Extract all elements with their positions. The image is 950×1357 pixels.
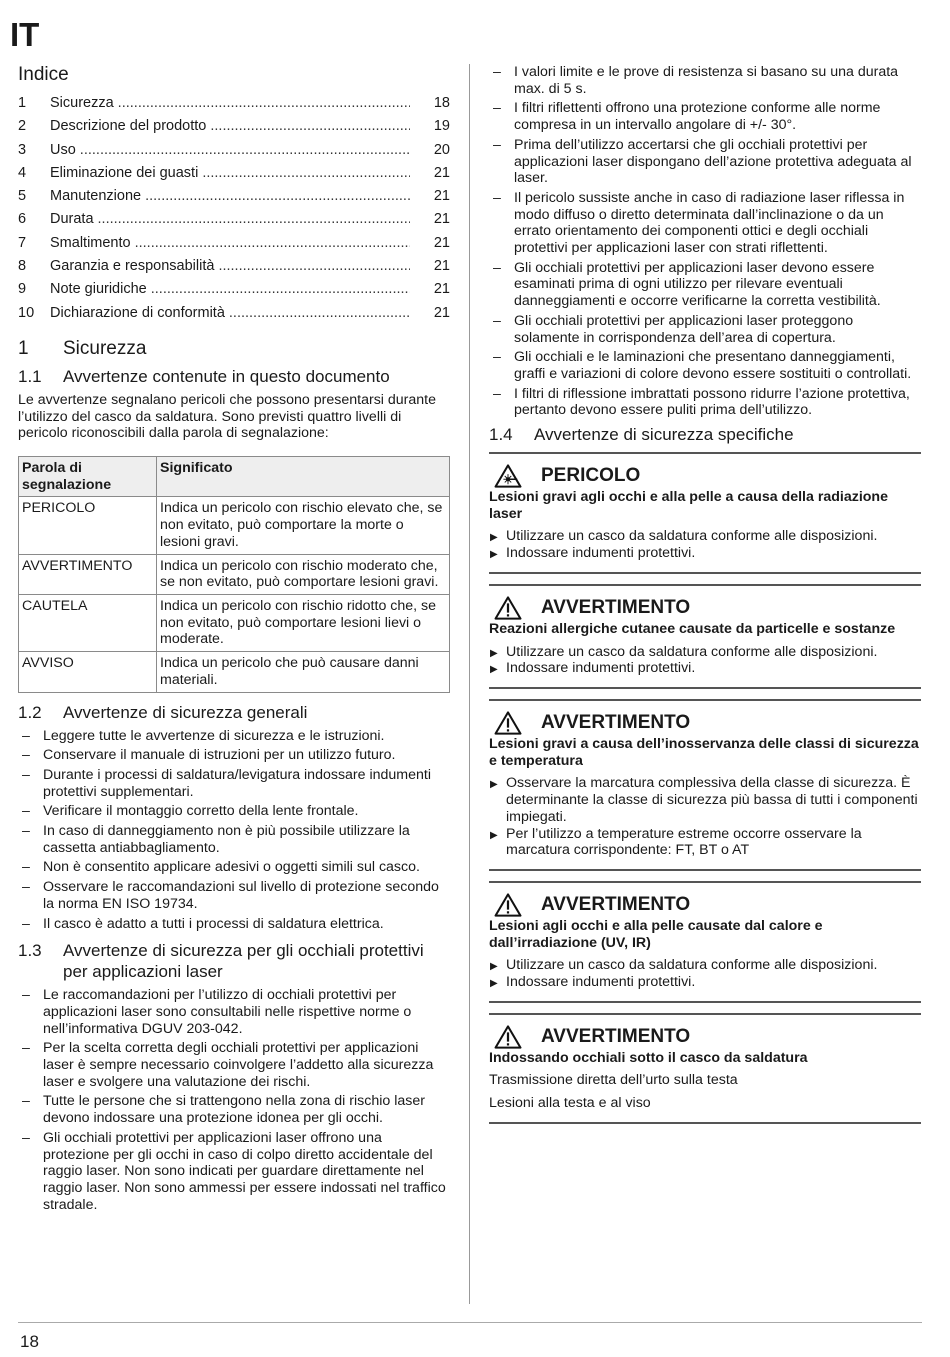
warning-level: AVVERTIMENTO — [541, 1025, 691, 1047]
section-1-heading: 1 Sicurezza — [18, 337, 147, 359]
warning-actions — [489, 775, 921, 859]
toc-item-1[interactable]: 1 Sicurezza ..... 18 — [18, 95, 450, 118]
list-item: – Gli occhiali protettivi per applicazioni laser proteggono solamente in corrispondenza dell’area di copertura. — [489, 313, 921, 346]
list-item: ▶ Utilizzare un casco da saldatura conforme alle disposizioni. — [489, 644, 921, 661]
section-1-4-heading: 1.4 Avvertenze di sicurezza specifiche — [489, 425, 794, 445]
warning-header — [489, 893, 921, 917]
laser-safety-list-right — [489, 64, 921, 419]
list-item: – Durante i processi di saldatura/levigatura indossare indumenti protettivi supplementari. — [18, 767, 450, 800]
warning-subtitle: Indossando occhiali sotto il casco da saldatura — [489, 1049, 808, 1066]
warning-subtitle: Lesioni agli occhi e alla pelle causate dal calore e dall’irradiazione (UV, IR) — [489, 917, 823, 951]
exclamation-warning-icon — [493, 893, 523, 917]
warning-subtitle: Lesioni gravi a causa dell’inosservanza delle classi di sicurezza e temperatura — [489, 735, 919, 769]
warning-header — [489, 711, 921, 735]
list-item: ▶ Indossare indumenti protettivi. — [489, 974, 921, 991]
toc-item-10[interactable]: 10 Dichiarazione di conformità ..... 21 — [18, 305, 450, 328]
warning-header — [489, 596, 921, 620]
list-item: – Conservare il manuale di istruzioni per un utilizzo futuro. — [18, 747, 450, 764]
section-1-2-heading: 1.2 Avvertenze di sicurezza generali — [18, 702, 308, 722]
list-item: – Le raccomandazioni per l’utilizzo di occhiali protettivi per applicazioni laser sono consultabili nelle rispettive norme o nell’informativa DGUV 203-042. — [18, 987, 450, 1037]
list-item: – I filtri riflettenti offrono una protezione conforme alle norme compresa in un intervallo angolare di +/- 30°. — [489, 100, 921, 133]
right-column — [489, 64, 921, 1124]
warning-block-danger — [489, 452, 921, 574]
warning-level: AVVERTIMENTO — [541, 596, 691, 618]
list-item: ▶ Indossare indumenti protettivi. — [489, 545, 921, 562]
list-item: – Verificare il montaggio corretto della lente frontale. — [18, 803, 450, 820]
toc-item-3[interactable]: 3 Uso ..... 20 — [18, 142, 450, 165]
warning-subtitle: Lesioni gravi agli occhi e alla pelle a causa della radiazione laser — [489, 489, 888, 522]
warning-block-heat-radiation — [489, 881, 921, 1003]
list-item: – Leggere tutte le avvertenze di sicurezza e le istruzioni. — [18, 728, 450, 745]
toc-item-2[interactable]: 2 Descrizione del prodotto ..... 19 — [18, 118, 450, 141]
list-item: – I filtri di riflessione imbrattati possono ridurre l’azione protettiva, pertanto devono essere puliti prima dell’utilizzo. — [489, 386, 921, 419]
section-1-1-heading: 1.1 Avvertenze contenute in questo documento — [18, 366, 390, 386]
warning-actions — [489, 528, 921, 561]
list-item: ▶ Indossare indumenti protettivi. — [489, 660, 921, 677]
toc-item-7[interactable]: 7 Smaltimento ..... 21 — [18, 235, 450, 258]
list-item: – Gli occhiali protettivi per applicazioni laser devono essere esaminati prima di ogni utilizzo per rilevare eventuali danneggiamenti e occorre verificarne la corretta vestibilità. — [489, 260, 921, 310]
list-item: – In caso di danneggiamento non è più possibile utilizzare la cassetta antiabbagliamento. — [18, 823, 450, 856]
exclamation-warning-icon — [493, 1025, 523, 1049]
list-item: – Osservare le raccomandazioni sul livello di protezione secondo la norma EN ISO 19734. — [18, 879, 450, 912]
laser-safety-list-left — [18, 987, 450, 1213]
toc-item-6[interactable]: 6 Durata ..... 21 — [18, 211, 450, 234]
table-row: CAUTELA Indica un pericolo con rischio ridotto che, se non evitato, può comportare lesioni lievi o moderate. — [19, 595, 450, 652]
warning-block-allergy — [489, 584, 921, 689]
table-row: AVVERTIMENTO Indica un pericolo con rischio moderato che, se non evitato, può comportare lesioni gravi. — [19, 554, 450, 594]
footer-rule — [18, 1322, 922, 1323]
list-item: – I valori limite e le prove di resistenza si basano su una durata max. di 5 s. — [489, 64, 921, 97]
left-column — [18, 64, 450, 1216]
list-item: – Gli occhiali protettivi per applicazioni laser offrono una protezione per gli occhi in caso di colpo diretto accidentale del raggio laser. Non sono indicati per guardare direttamente nel raggio laser. Non sono ammessi per essere indossati nel traffico stradale. — [18, 1130, 450, 1214]
warning-actions — [489, 957, 921, 990]
warning-level: AVVERTIMENTO — [541, 711, 691, 733]
table-row: PERICOLO Indica un pericolo con rischio elevato che, se non evitato, può comportare la morte o lesioni gravi. — [19, 497, 450, 554]
warning-level: AVVERTIMENTO — [541, 893, 691, 915]
warning-level: PERICOLO — [541, 465, 641, 487]
language-code: IT — [10, 16, 40, 53]
table-of-contents — [18, 95, 450, 328]
index-heading: Indice — [18, 64, 69, 85]
exclamation-warning-icon — [493, 596, 523, 620]
column-divider — [469, 64, 470, 1304]
signal-words-table — [18, 456, 450, 692]
list-item: – Prima dell’utilizzo accertarsi che gli occhiali protettivi per applicazioni laser dispongano dell’azione protettiva adeguata al laser. — [489, 137, 921, 187]
general-safety-list — [18, 728, 450, 933]
list-item: ▶ Osservare la marcatura complessiva della classe di sicurezza. È determinante la classe di sicurezza più bassa di tutti i componenti impiegati. — [489, 775, 921, 825]
list-item: – Gli occhiali e le laminazioni che presentano danneggiamenti, graffi e variazioni di colore devono essere sostituiti o controllati. — [489, 349, 921, 382]
warning-header — [489, 464, 921, 488]
table-header-row: Parola di segnalazione Significato — [19, 457, 450, 497]
toc-item-5[interactable]: 5 Manutenzione ..... 21 — [18, 188, 450, 211]
laser-warning-icon — [493, 464, 523, 488]
list-item: – Tutte le persone che si trattengono nella zona di rischio laser devono indossare una protezione idonea per gli occhi. — [18, 1093, 450, 1126]
list-item: ▶ Utilizzare un casco da saldatura conforme alle disposizioni. — [489, 957, 921, 974]
list-item: ▶ Per l’utilizzo a temperature estreme occorre osservare la marcatura corrispondente: FT, BT o AT — [489, 826, 921, 859]
toc-item-8[interactable]: 8 Garanzia e responsabilità ..... 21 — [18, 258, 450, 281]
table-row: AVVISO Indica un pericolo che può causare danni materiali. — [19, 652, 450, 692]
toc-item-4[interactable]: 4 Eliminazione dei guasti ..... 21 — [18, 165, 450, 188]
toc-item-9[interactable]: 9 Note giuridiche ..... 21 — [18, 281, 450, 304]
warning-block-safety-class — [489, 699, 921, 871]
list-item: – Per la scelta corretta degli occhiali protettivi per applicazioni laser è sempre necessario coinvolgere l’addetto alla sicurezza laser e svolgere una valutazione dei rischi. — [18, 1040, 450, 1090]
warning-consequence: Trasmissione diretta dell’urto sulla testa — [489, 1072, 738, 1089]
warning-subtitle: Reazioni allergiche cutanee causate da particelle e sostanze — [489, 620, 896, 637]
warning-header — [489, 1025, 921, 1049]
list-item: – Non è consentito applicare adesivi o oggetti simili sul casco. — [18, 859, 450, 876]
warning-block-glasses — [489, 1013, 921, 1124]
exclamation-warning-icon — [493, 711, 523, 735]
list-item: – Il casco è adatto a tutti i processi di saldatura elettrica. — [18, 916, 450, 933]
section-1-1-intro: Le avvertenze segnalano pericoli che possono presentarsi durante l’utilizzo del casco da saldatura. Sono previsti quattro livelli di pericolo riconoscibili dalla parola di segnalazione: — [18, 391, 437, 442]
warning-consequence: Lesioni alla testa e al viso — [489, 1095, 651, 1112]
list-item: – Il pericolo sussiste anche in caso di radiazione laser riflessa in modo diffuso o diretto determinata dall’inclinazione o da un errato orientamento dei componenti ottici e degli occhiali protettivi per applicazioni laser con strati riflettenti. — [489, 190, 921, 257]
section-1-3-heading: 1.3 Avvertenze di sicurezza per gli occhiali protettivi per applicazioni laser — [18, 941, 424, 982]
list-item: ▶ Utilizzare un casco da saldatura conforme alle disposizioni. — [489, 528, 921, 545]
warning-actions — [489, 644, 921, 677]
page-number: 18 — [20, 1332, 39, 1351]
